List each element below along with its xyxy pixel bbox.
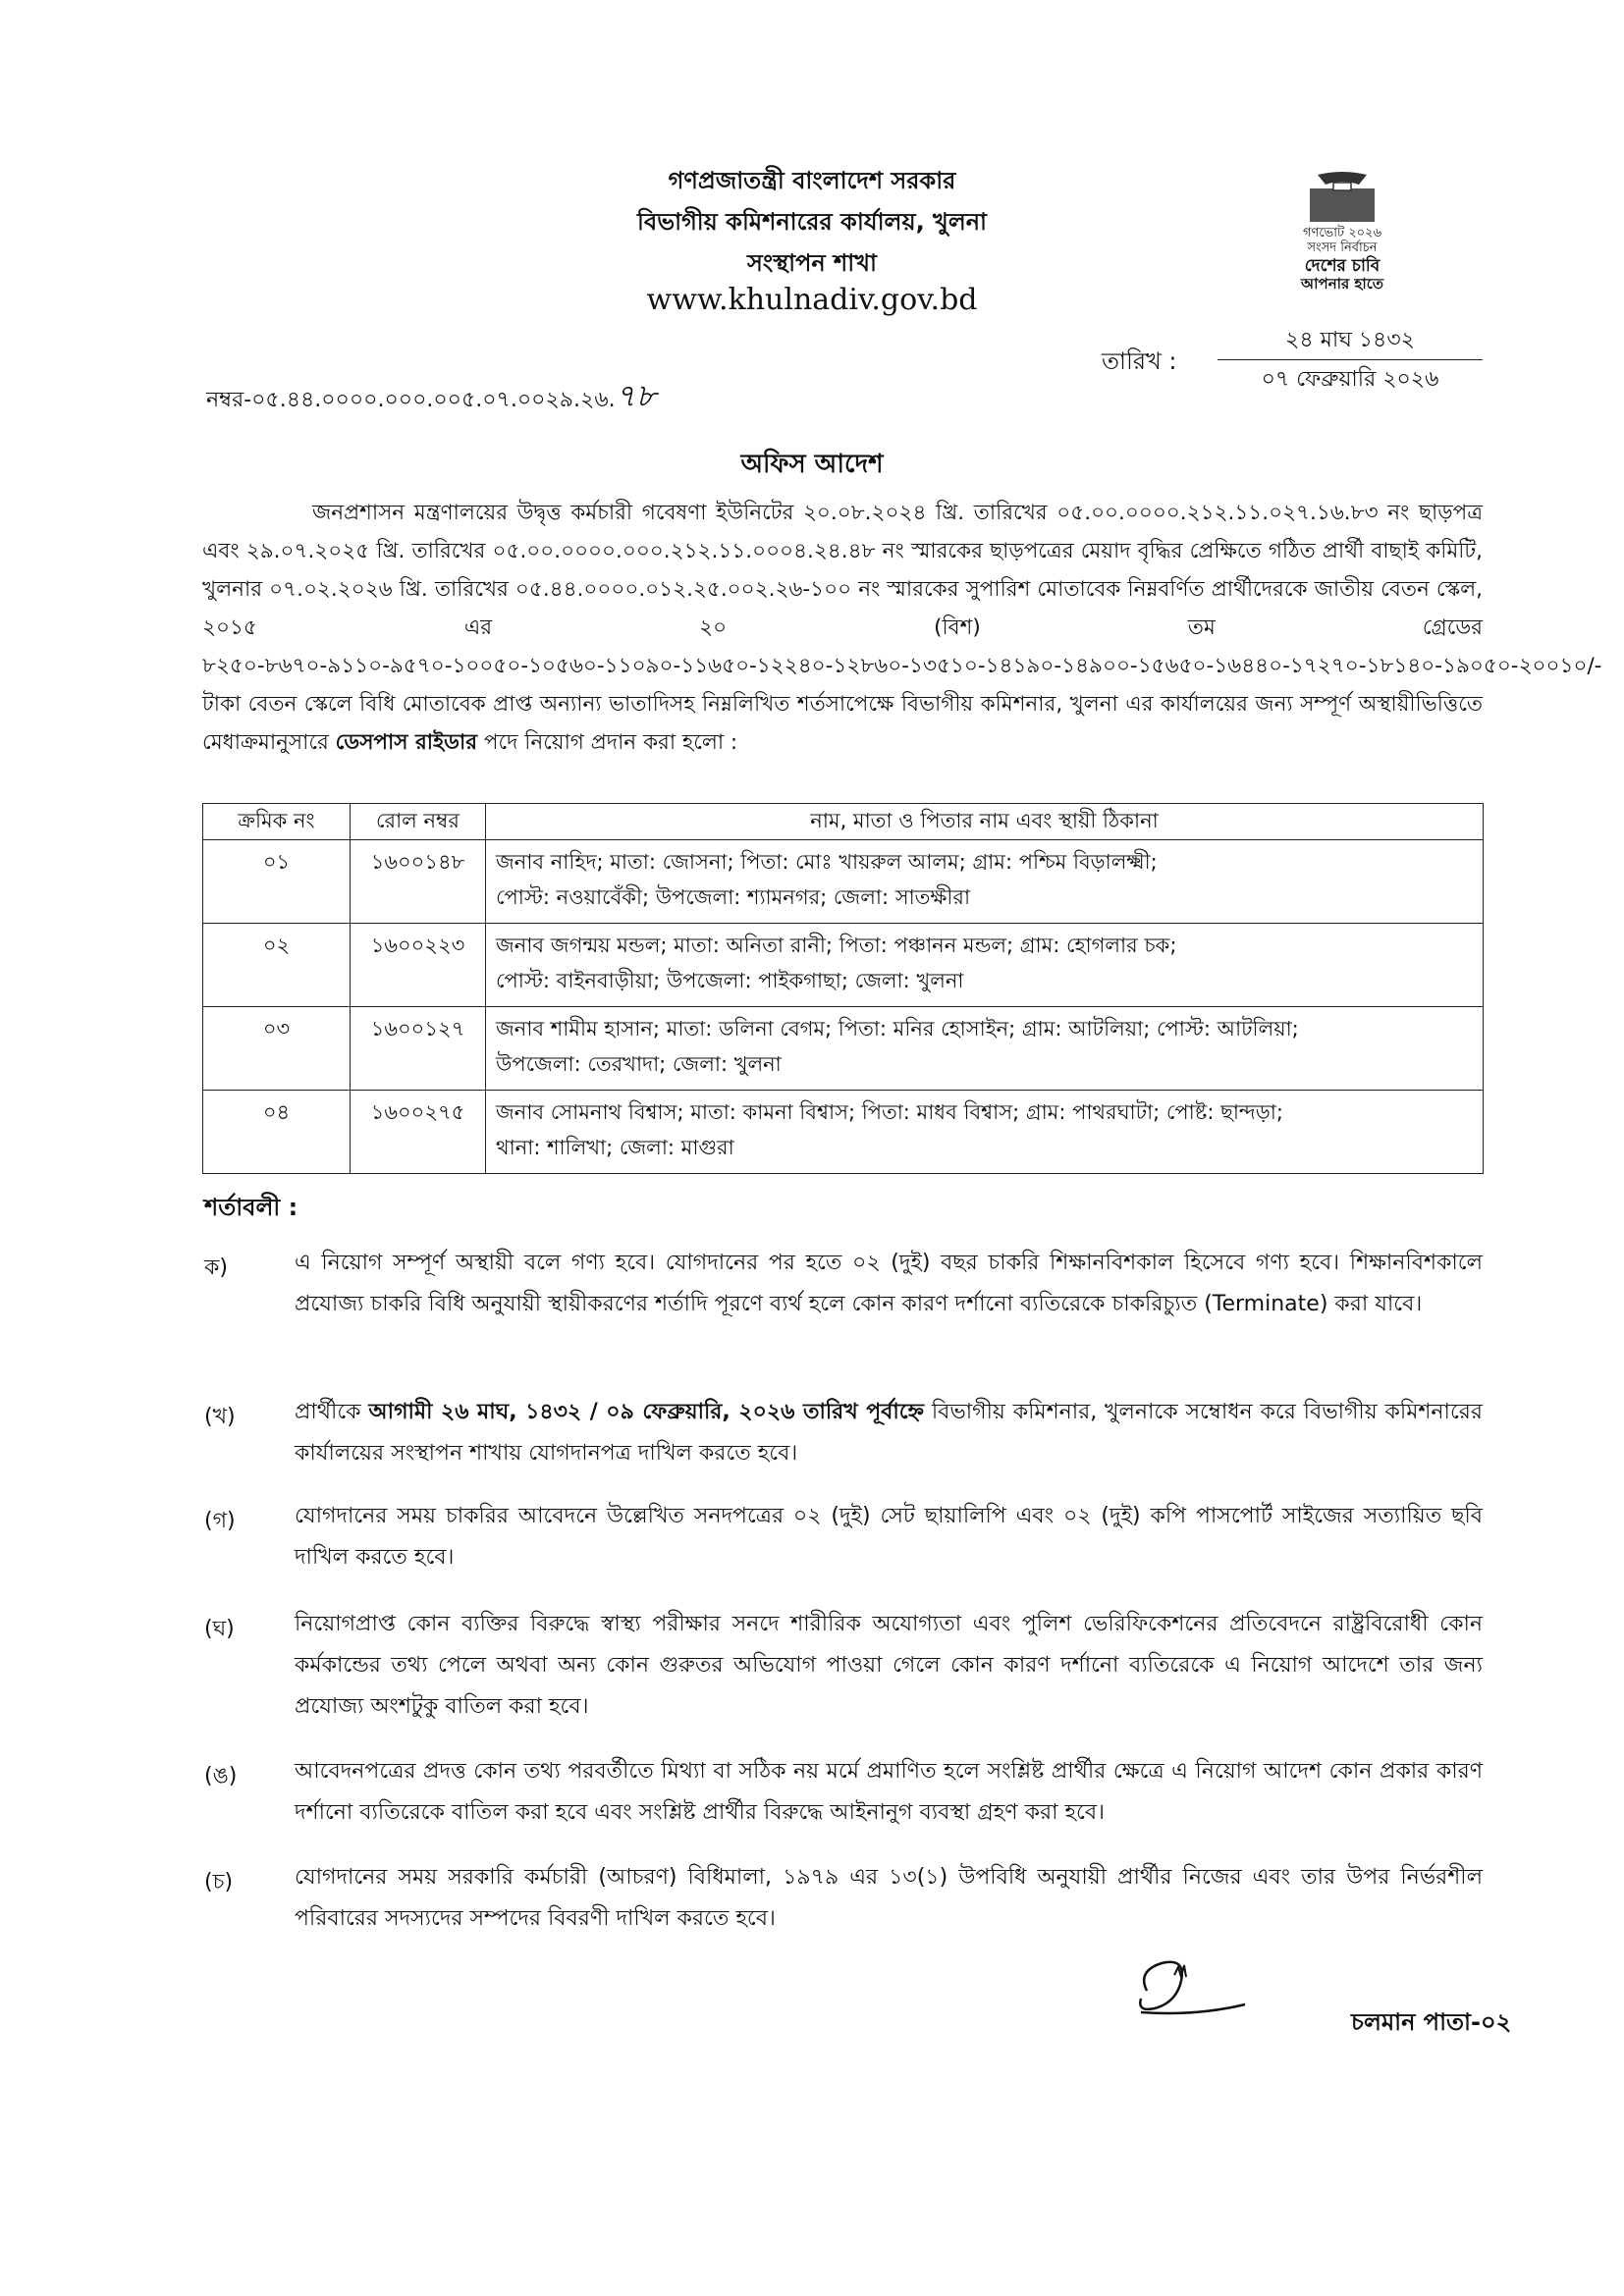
cell-serial: ০২	[203, 924, 351, 1007]
details-line: পোস্ট: নওয়াবেঁকী; উপজেলা: শ্যামনগর; জেলা: সাতক্ষীরা	[496, 885, 971, 909]
logo-text-election: সংসদ নির্বাচন	[1307, 240, 1378, 255]
cell-details	[486, 840, 1484, 924]
cell-serial: ০১	[203, 840, 351, 924]
memo-number-handwritten: ৭৮	[615, 377, 657, 414]
condition-label: (খ)	[204, 1405, 236, 1429]
intro-paragraph	[202, 494, 1602, 762]
condition-text: আবেদনপত্রের প্রদত্ত কোন তথ্য পরবর্তীতে মিথ্যা বা সঠিক নয় মর্মে প্রমাণিত হলে সংশ্লিষ্ট প্রার্থীর ক্ষেত্রে এ নিয়োগ আদেশ কোন প্রকার কারণ দর্শানো ব্যতিরেকে বাতিল করা হবে এবং সংশ্লিষ্ট প্রার্থীর বিরুদ্ধে আইনানুগ ব্যবস্থা গ্রহণ করা হবে।	[295, 1759, 1483, 1825]
date-block	[1218, 322, 1483, 400]
cell-serial: ০৪	[203, 1091, 351, 1174]
cell-serial: ০৩	[203, 1007, 351, 1091]
section-name: সংস্থাপন শাখা	[747, 249, 877, 277]
website-link: www.khulnadiv.gov.bd	[646, 283, 978, 317]
condition-text: এ নিয়োগ সম্পূর্ণ অস্থায়ী বলে গণ্য হবে। যোগদানের পর হতে ০২ (দুই) বছর চাকরি শিক্ষানবিশকাল হিসেবে গণ্য হবে। শিক্ষানবিশকালে প্রযোজ্য চাকরি বিধি অনুযায়ী স্থায়ীকরণের শর্তাদি পূরণে ব্যর্থ হলে কোন কারণ দর্শানো ব্যতিরেকে চাকরিচ্যুত (Terminate) করা যাবে।	[295, 1251, 1483, 1316]
continuation-note: চলমান পাতা-০২	[1351, 2008, 1512, 2036]
date-label: তারিখ :	[1102, 347, 1177, 375]
details-line: জনাব সোমনাথ বিশ্বাস; মাতা: কামনা বিশ্বাস; পিতা: মাধব বিশ্বাস; গ্রাম: পাথরঘাটা; পোষ্ট: ছান্দড়া;	[496, 1100, 1283, 1124]
intro-post-name: ডেসপাস রাইডার	[335, 730, 478, 755]
office-name: বিভাগীয় কমিশনারের কার্যালয়, খুলনা	[637, 208, 987, 236]
table-row	[203, 1007, 1484, 1091]
intro-tail: পদে নিয়োগ প্রদান করা হলো :	[477, 730, 738, 755]
condition-text: নিয়োগপ্রাপ্ত কোন ব্যক্তির বিরুদ্ধে স্বাস্থ্য পরীক্ষার সনদে শারীরিক অযোগ্যতা এবং পুলিশ ভেরিফিকেশনের প্রতিবেদনে রাষ্ট্রবিরোধী কোন কর্মকান্ডের তথ্য পেলে অথবা অন্য কোন গুরুতর অভিযোগ পাওয়া গেলে কোন কারণ দর্শানো ব্যতিরেকে এ নিয়োগ আদেশে তার জন্য প্রযোজ্য অংশটুকু বাতিল করা হবে।	[295, 1612, 1483, 1719]
govt-name: গণপ্রজাতন্ত্রী বাংলাদেশ সরকার	[668, 167, 956, 194]
condition-label: ক)	[204, 1255, 228, 1280]
cell-roll: ১৬০০১৪৮	[351, 840, 486, 924]
table-row	[203, 924, 1484, 1007]
details-line: জনাব নাহিদ; মাতা: জোসনা; পিতা: মোঃ খায়রুল আলম; গ্রাম: পশ্চিম বিড়ালক্ষ্মী;	[496, 850, 1158, 874]
header-serial: ক্রমিক নং	[203, 804, 351, 840]
conditions-heading: শর্তাবলী :	[204, 1194, 298, 1221]
cell-details	[486, 1007, 1484, 1091]
cell-roll: ১৬০০২৭৫	[351, 1091, 486, 1174]
header-roll: রোল নম্বর	[351, 804, 486, 840]
logo-slogan-1: দেশের চাবি	[1304, 256, 1380, 276]
joining-deadline: আগামী ২৬ মাঘ, ১৪৩২ / ০৯ ফেব্রুয়ারি, ২০২৬ তারিখ পূর্বাহ্নে	[368, 1400, 925, 1424]
cell-details	[486, 924, 1484, 1007]
logo-slogan-2: আপনার হাতে	[1301, 275, 1383, 293]
memo-number	[206, 371, 656, 424]
details-line: পোস্ট: বাইনবাড়ীয়া; উপজেলা: পাইকগাছা; জেলা: খুলনা	[496, 969, 964, 992]
table-row	[203, 1091, 1484, 1174]
condition-label: (ঘ)	[204, 1617, 235, 1641]
table-header-row	[203, 804, 1484, 840]
date-english: ০৭ ফেব্রুয়ারি ২০২৬	[1261, 367, 1439, 392]
details-line: জনাব জগন্ময় মন্ডল; মাতা: অনিতা রানী; পিতা: পঞ্চানন মন্ডল; গ্রাম: হোগলার চক;	[496, 934, 1177, 957]
ballot-box-icon	[1249, 169, 1435, 226]
memo-number-prefix: নম্বর-০৫.৪৪.০০০০.০০০.০০৫.০৭.০০২৯.২৬.	[206, 388, 616, 412]
signature	[1127, 1951, 1294, 2030]
details-line: থানা: শালিখা; জেলা: মাগুরা	[496, 1136, 734, 1159]
logo-text-referendum: গণভোট ২০২৬	[1302, 226, 1382, 240]
appointment-table	[202, 803, 1484, 1174]
condition-label: (ঙ)	[204, 1764, 238, 1789]
condition-text-pre: প্রার্থীকে	[295, 1400, 369, 1424]
date-bangla: ২৪ মাঘ ১৪৩২	[1218, 322, 1483, 360]
cell-roll: ১৬০০২২৩	[351, 924, 486, 1007]
details-line: উপজেলা: তেরখাদা; জেলা: খুলনা	[496, 1052, 782, 1076]
page-title: অফিস আদেশ	[740, 450, 884, 479]
table-row	[203, 840, 1484, 924]
condition-text	[295, 1392, 1483, 1474]
condition-label: (গ)	[204, 1509, 236, 1533]
condition-label: (চ)	[204, 1870, 234, 1895]
election-logo	[1249, 169, 1435, 296]
header-details: নাম, মাতা ও পিতার নাম এবং স্থায়ী ঠিকানা	[486, 804, 1484, 840]
condition-text: যোগদানের সময় সরকারি কর্মচারী (আচরণ) বিধিমালা, ১৯৭৯ এর ১৩(১) উপবিধি অনুযায়ী প্রার্থীর নিজের এবং তার উপর নির্ভরশীল পরিবারের সদস্যদের সম্পদের বিবরণী দাখিল করতে হবে।	[295, 1865, 1483, 1931]
cell-details	[486, 1091, 1484, 1174]
details-line: জনাব শামীম হাসান; মাতা: ডলিনা বেগম; পিতা: মনির হোসাইন; গ্রাম: আটলিয়া; পোস্ট: আটলিয়া;	[496, 1017, 1299, 1041]
cell-roll: ১৬০০১২৭	[351, 1007, 486, 1091]
condition-text: যোগদানের সময় চাকরির আবেদনে উল্লেখিত সনদপত্রের ০২ (দুই) সেট ছায়ালিপি এবং ০২ (দুই) কপি পাসপোর্ট সাইজের সত্যায়িত ছবি দাখিল করতে হবে।	[295, 1504, 1483, 1570]
condition-text-post: বিভাগীয় কমিশনার, খুলনাকে সম্বোধন করে বিভাগীয় কমিশনারের কার্যালয়ের সংস্থাপন শাখায় যোগদানপত্র দাখিল করতে হবে।	[295, 1400, 1483, 1466]
intro-text: জনপ্রশাসন মন্ত্রণালয়ের উদ্বৃত্ত কর্মচারী গবেষণা ইউনিটের ২০.০৮.২০২৪ খ্রি. তারিখের ০৫.০০.০০০০.২১২.১১.০২৭.১৬.৮৩ নং ছাড়পত্র এবং ২৯.০৭.২০২৫ খ্রি. তারিখের ০৫.০০.০০০০.০০০.২১২.১১.০০০৪.২৪.৪৮ নং স্মারকের ছাড়পত্রের মেয়াদ বৃদ্ধির প্রেক্ষিতে গঠিত প্রার্থী বাছাই কমিটি, খুলনার ০৭.০২.২০২৬ খ্রি. তারিখের ০৫.৪৪.০০০০.০১২.২৫.০০২.২৬-১০০ নং স্মারকের সুপারিশ মোতাবেক নিম্নবর্ণিত প্রার্থীদেরকে জাতীয় বেতন স্কেল, ২০১৫ এর ২০ (বিশ) তম গ্রেডের ৮২৫০-৮৬৭০-৯১১০-৯৫৭০-১০০৫০-১০৫৬০-১১০৯০-১১৬৫০-১২২৪০-১২৮৬০-১৩৫১০-১৪১৯০-১৪৯০০-১৫৬৫০-১৬৪৪০-১৭২৭০-১৮১৪০-১৯০৫০-২০০১০/-টাকা বেতন স্কেলে বিধি মোতাবেক প্রাপ্ত অন্যান্য ভাতাদিসহ নিম্নলিখিত শর্তসাপেক্ষে বিভাগীয় কমিশনার, খুলনা এর কার্যালয়ের জন্য সম্পূর্ণ অস্থায়ীভিত্তিতে মেধাক্রমানুসারে	[202, 501, 1602, 755]
